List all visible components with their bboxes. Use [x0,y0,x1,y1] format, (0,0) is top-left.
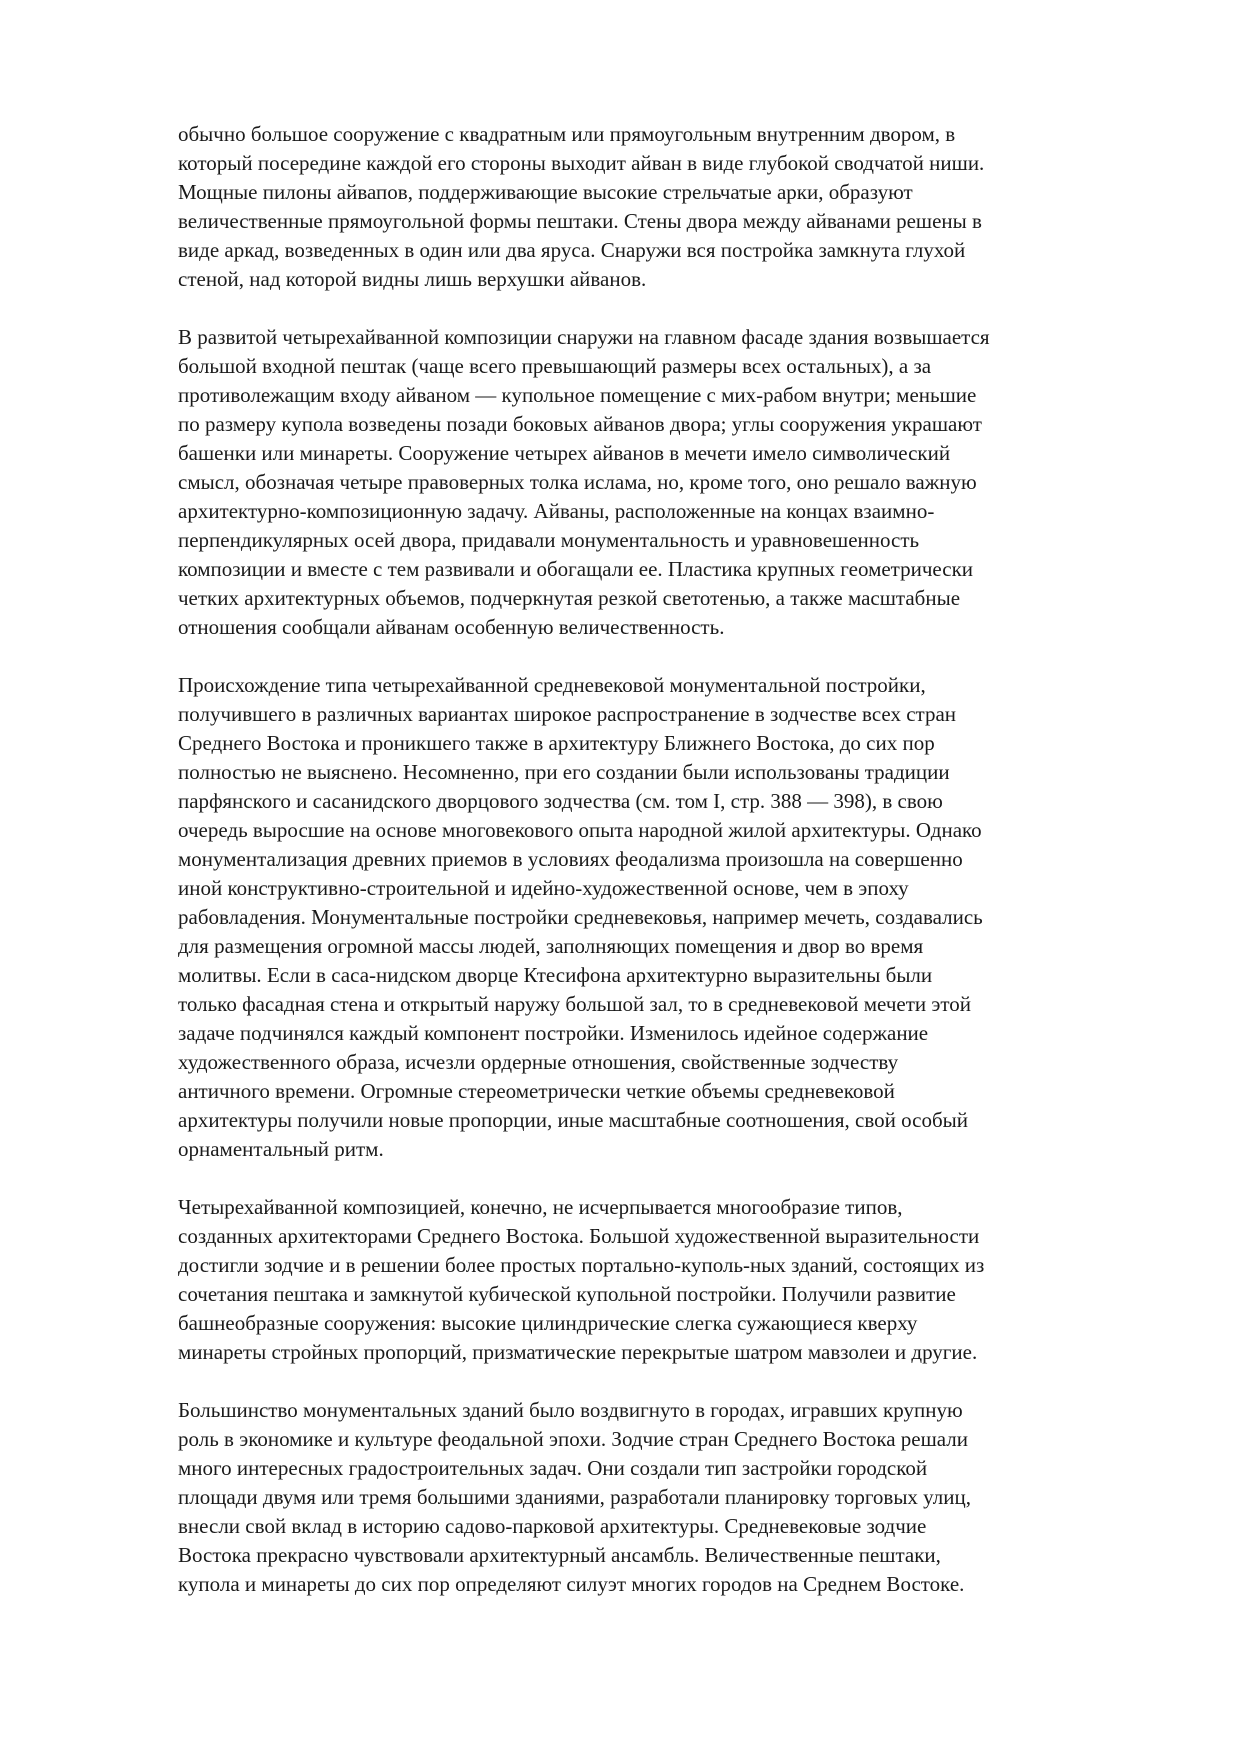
text-line: композиции и вместе с тем развивали и обогащали ее. Пластика крупных геометрически [178,557,974,581]
text-line: иной конструктивно-строительной и идейно-художественной основе, чем в эпоху [178,876,909,900]
text-line: архитектурно-композиционную задачу. Айваны, расположенные на концах взаимно- [178,499,935,523]
text-line: Востока прекрасно чувствовали архитектурный ансамбль. Величественные пештаки, [178,1543,941,1567]
text-line: площади двумя или тремя большими зданиями, разработали планировку торговых улиц, [178,1485,971,1509]
document-page [178,120,1158,1628]
paragraph-2 [178,323,1158,642]
text-line: минареты стройных пропорций, призматические перекрытые шатром мавзолеи и другие. [178,1340,978,1364]
text-line: монументализация древних приемов в условиях феодализма произошла на совершенно [178,847,963,871]
text-line: большой входной пештак (чаще всего превышающий размеры всех остальных), а за [178,354,932,378]
text-line: полностью не выяснено. Несомненно, при его создании были использованы традиции [178,760,950,784]
text-line: орнаментальный ритм. [178,1137,384,1161]
text-line: много интересных градостроительных задач. Они создали тип застройки городской [178,1456,928,1480]
text-line: виде аркад, возведенных в один или два яруса. Снаружи вся постройка замкнута глухой [178,238,966,262]
text-line: башенки или минареты. Сооружение четырех айванов в мечети имело символический [178,441,951,465]
text-line: Четырехайванной композицией, конечно, не исчерпывается многообразие типов, [178,1195,903,1219]
text-line: обычно большое сооружение с квадратным или прямоугольным внутренним двором, в [178,122,956,146]
text-line: созданных архитекторами Среднего Востока. Большой художественной выразительности [178,1224,980,1248]
paragraph-5 [178,1396,1158,1599]
text-line: роль в экономике и культуре феодальной эпохи. Зодчие стран Среднего Востока решали [178,1427,969,1451]
paragraph-3 [178,671,1158,1164]
text-line: башнеобразные сооружения: высокие цилиндрические слегка сужающиеся кверху [178,1311,918,1335]
text-line: купола и минареты до сих пор определяют силуэт многих городов на Среднем Востоке. [178,1572,965,1596]
text-line: рабовладения. Монументальные постройки средневековья, например мечеть, создавались [178,905,983,929]
text-line: Большинство монументальных зданий было воздвигнуто в городах, игравших крупную [178,1398,963,1422]
text-line: достигли зодчие и в решении более простых портально-куполь-ных зданий, состоящих из [178,1253,985,1277]
text-line: смысл, обозначая четыре правоверных толка ислама, но, кроме того, оно решало важную [178,470,977,494]
text-line: стеной, над которой видны лишь верхушки айванов. [178,267,647,291]
text-line: Мощные пилоны айвапов, поддерживающие высокие стрельчатые арки, образуют [178,180,913,204]
text-line: который посередине каждой его стороны выходит айван в виде глубокой сводчатой ниши. [178,151,985,175]
text-line: молитвы. Если в саса-нидском дворце Ктесифона архитектурно выразительны были [178,963,933,987]
text-line: четких архитектурных объемов, подчеркнутая резкой светотенью, а также масштабные [178,586,961,610]
text-line: Среднего Востока и проникшего также в архитектуру Ближнего Востока, до сих пор [178,731,935,755]
text-line: Происхождение типа четырехайванной средневековой монументальной постройки, [178,673,926,697]
text-line: отношения сообщали айванам особенную величественность. [178,615,725,639]
text-line: для размещения огромной массы людей, заполняющих помещения и двор во время [178,934,924,958]
text-line: сочетания пештака и замкнутой кубической купольной постройки. Получили развитие [178,1282,956,1306]
paragraph-1 [178,120,1158,294]
text-line: перпендикулярных осей двора, придавали монументальность и уравновешенность [178,528,920,552]
text-line: парфянского и сасанидского дворцового зодчества (см. том I, стр. 388 — 398), в свою [178,789,943,813]
paragraph-4 [178,1193,1158,1367]
text-line: художественного образа, исчезли ордерные отношения, свойственные зодчеству [178,1050,899,1074]
text-line: по размеру купола возведены позади боковых айванов двора; углы сооружения украшают [178,412,982,436]
text-line: получившего в различных вариантах широкое распространение в зодчестве всех стран [178,702,957,726]
text-line: противолежащим входу айваном — купольное помещение с мих-рабом внутри; меньшие [178,383,977,407]
text-line: только фасадная стена и открытый наружу большой зал, то в средневековой мечети этой [178,992,972,1016]
text-line: внесли свой вклад в историю садово-парковой архитектуры. Средневековые зодчие [178,1514,927,1538]
text-line: античного времени. Огромные стереометрически четкие объемы средневековой [178,1079,895,1103]
text-line: В развитой четырехайванной композиции снаружи на главном фасаде здания возвышается [178,325,990,349]
text-line: величественные прямоугольной формы пештаки. Стены двора между айванами решены в [178,209,982,233]
text-line: архитектуры получили новые пропорции, иные масштабные соотношения, свой особый [178,1108,968,1132]
text-line: очередь выросшие на основе многовекового опыта народной жилой архитектуры. Однако [178,818,982,842]
text-line: задаче подчинялся каждый компонент постройки. Изменилось идейное содержание [178,1021,929,1045]
